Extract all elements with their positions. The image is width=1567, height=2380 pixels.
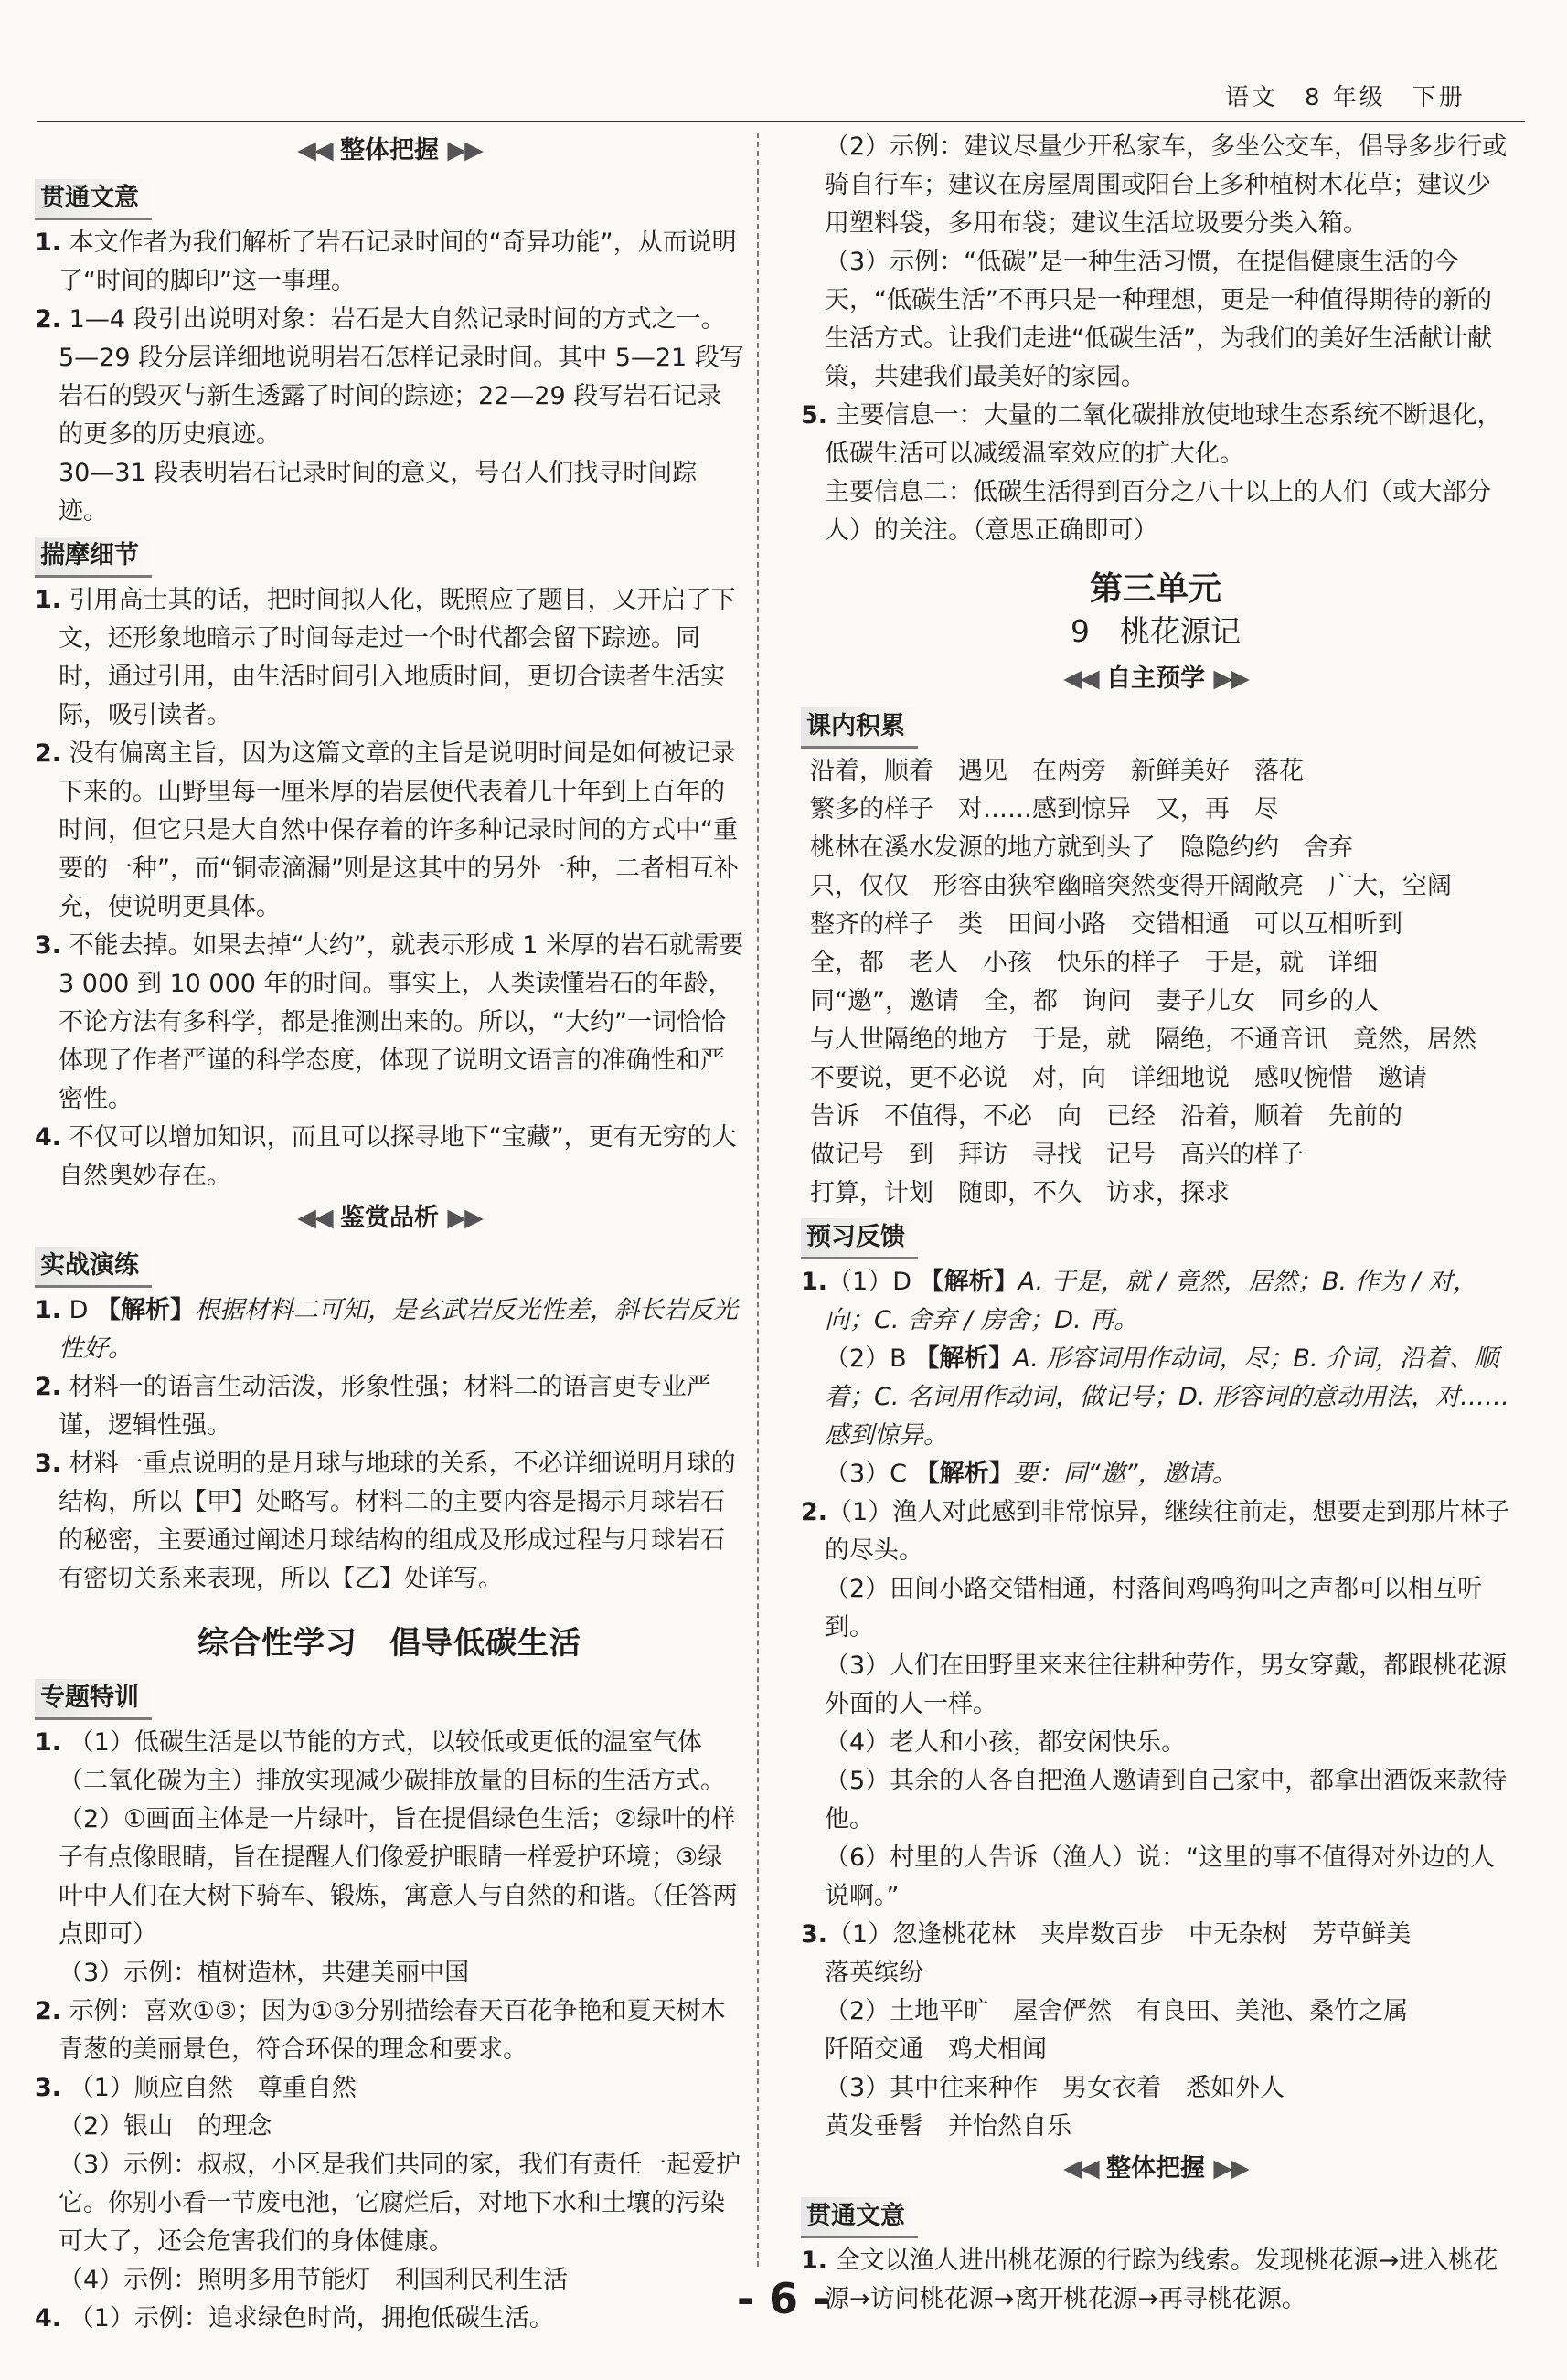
right-column [801, 128, 1510, 2319]
answer-item: 1. 引用高士其的话，把时间拟人化，既照应了题目，又开启了下文，还形象地暗示了时间每走过一个时代都会留下踪迹。同时，通过引用，由生活时间引入地质时间，更切合读者生活实际，吸引读者。 [35, 586, 736, 729]
answer-text: （3）人们在田野里来来往往耕种劳作，男女穿戴，都跟桃花源外面的人一样。 [825, 1652, 1508, 1718]
answer-item: 2. 材料一的语言生动活泼，形象性强；材料二的语言更专业严谨，逻辑性强。 [35, 1373, 711, 1440]
answer-item: 1. 本文作者为我们解析了岩石记录时间的“奇异功能”，从而说明了“时间的脚印”这一事理。 [35, 228, 737, 295]
vocab-line: 打算，计划 随即，不久 访求，探求 [810, 1179, 1230, 1207]
answer-text: （2）B 【解析】A. 形容词用作动词，尽；B. 介词，沿着、顺着；C. 名词用作动词，做记号；D. 形容词的意动用法，对……感到惊异。 [825, 1344, 1509, 1450]
answer-text: （3）C 【解析】要：同“邀”，邀请。 [825, 1460, 1237, 1488]
answer-item: 3. （1）顺应自然 尊重自然 [35, 2074, 357, 2102]
subsection-tag: 专题特训 [35, 1679, 152, 1720]
vocab-line: 做记号 到 拜访 寻找 记号 高兴的样子 [810, 1141, 1304, 1169]
answer-item: 4. （1）示例：追求绿色时尚，拥抱低碳生活。 [35, 2304, 554, 2332]
left-column [35, 128, 744, 2338]
header-rule [37, 121, 1525, 122]
section-band: ◀◀ 整体把握 ▶▶ [1063, 2154, 1248, 2183]
answer-text: （3）示例：植树造林，共建美丽中国 [59, 1959, 470, 1987]
answer-item: 2.（1）渔人对此感到非常惊异，继续往前走，想要走到那片林子的尽头。 [801, 1498, 1510, 1565]
section-band: ◀◀ 鉴赏品析 ▶▶ [297, 1204, 482, 1232]
answer-item: 3. 不能去掉。如果去掉“大约”，就表示形成 1 米厚的岩石就需要 3 000 到 10 000 年的时间。事实上，人类读懂岩石的年龄，不论方法有多科学，都是推测出来的。所以，“大约”一词恰恰体现了作者严谨的科学态度，体现了说明文语言的准确性和严密性。 [35, 931, 743, 1113]
vocab-line: 只，仅仅 形容由狭窄幽暗突然变得开阔敞亮 广大，空阔 [810, 872, 1452, 900]
lesson-title: 9 桃花源记 [1071, 613, 1241, 649]
section-band: ◀◀ 整体把握 ▶▶ [297, 136, 482, 165]
answer-text: （2）①画面主体是一片绿叶，旨在提倡绿色生活；②绿叶的样子有点像眼睛，旨在提醒人们像爱护眼睛一样爱护环境；③绿叶中人们在大树下骑车、锻炼，寓意人与自然的和谐。（任答两点即可） [59, 1805, 738, 1949]
subsection-tag: 揣摩细节 [35, 537, 152, 578]
subsection-tag: 贯通文意 [35, 179, 152, 220]
answer-item: 3.（1）忽逢桃花林 夹岸数百步 中无杂树 芳草鲜美 [801, 1920, 1412, 1949]
left-arrows-icon: ◀◀ [1063, 2154, 1098, 2183]
column-divider [757, 133, 759, 2267]
answer-item: 2. 1—4 段引出说明对象：岩石是大自然记录时间的方式之一。 [35, 305, 726, 334]
answer-text: （2）土地平旷 屋舍俨然 有良田、美池、桑竹之属 [825, 1997, 1409, 2025]
answer-text: （4）示例：照明多用节能灯 利国利民利生活 [59, 2266, 569, 2294]
right-arrows-icon: ▶▶ [447, 136, 482, 165]
section-band: ◀◀ 自主预学 ▶▶ [1063, 664, 1248, 693]
answer-text: 5—29 段分层详细地说明岩石怎样记录时间。其中 5—21 段写岩石的毁灭与新生透露了时间的踪迹；22—29 段写岩石记录的更多的历史痕迹。 [59, 344, 744, 449]
answer-text: （2）示例：建议尽量少开私家车，多坐公交车，倡导多步行或骑自行车；建议在房屋周围或阳台上多种植树木花草；建议少用塑料袋，多用布袋；建议生活垃圾要分类入箱。 [825, 133, 1508, 238]
unit-title: 第三单元 [1089, 570, 1221, 608]
vocab-line: 沿着，顺着 遇见 在两旁 新鲜美好 落花 [810, 757, 1304, 785]
vocab-line: 桃林在溪水发源的地方就到头了 隐隐约约 舍弃 [810, 834, 1353, 862]
answer-text: （4）老人和小孩，都安闲快乐。 [825, 1728, 1187, 1757]
answer-text: （5）其余的人各自把渔人邀请到自己家中，都拿出酒饭来款待他。 [825, 1767, 1508, 1833]
answer-text: 主要信息二：低碳生活得到百分之八十以上的人们（或大部分人）的关注。（意思正确即可） [825, 478, 1491, 545]
answer-text: （3）示例：“低碳”是一种生活习惯，在提倡健康生活的今天，“低碳生活”不再只是一种理想，更是一种值得期待的新的生活方式。让我们走进“低碳生活”，为我们的美好生活献计献策，共建我们最美好的家园。 [825, 248, 1492, 391]
vocab-line: 全，都 老人 小孩 快乐的样子 于是，就 详细 [810, 949, 1378, 977]
vocab-line: 繁多的样子 对……感到惊异 又，再 尽 [810, 795, 1279, 823]
answer-text: 落英缤纷 [825, 1959, 923, 1987]
section-title: 综合性学习 倡导低碳生活 [197, 1625, 581, 1662]
left-arrows-icon: ◀◀ [297, 136, 332, 165]
answer-item: 1. D 【解析】根据材料二可知，是玄武岩反光性差，斜长岩反光性好。 [35, 1296, 739, 1363]
vocab-line: 同“邀”，邀请 全，都 询问 妻子儿女 同乡的人 [810, 987, 1379, 1015]
answer-text: （3）示例：叔叔，小区是我们共同的家，我们有责任一起爱护它。你别小看一节废电池，它腐烂后，对地下水和土壤的污染可大了，还会危害我们的身体健康。 [59, 2151, 741, 2256]
page-number: - 6 - [736, 2274, 831, 2323]
answer-text: （2）田间小路交错相通，村落间鸡鸣狗叫之声都可以相互听到。 [825, 1575, 1483, 1642]
answer-text: 阡陌交通 鸡犬相闻 [825, 2035, 1047, 2064]
answer-text: （2）银山 的理念 [59, 2112, 272, 2141]
answer-text: （3）其中往来种作 男女衣着 悉如外人 [825, 2074, 1285, 2102]
vocab-list [801, 752, 1510, 1213]
answer-item: 1.（1）D 【解析】A. 于是，就 / 竟然，居然；B. 作为 / 对，向；C. 舍弃 / 房舍；D. 再。 [801, 1268, 1477, 1334]
left-arrows-icon: ◀◀ [1063, 664, 1098, 693]
subsection-tag: 预习反馈 [801, 1218, 918, 1259]
answer-item: 5. 主要信息一：大量的二氧化碳排放使地球生态系统不断退化，低碳生活可以减缓温室效应的扩大化。 [801, 401, 1502, 468]
answer-item: 3. 材料一重点说明的是月球与地球的关系，不必详细说明月球的结构，所以【甲】处略写。材料二的主要内容是揭示月球岩石的秘密，主要通过阐述月球结构的组成及形成过程与月球岩石有密切关系来表现，所以【乙】处详写。 [35, 1450, 736, 1593]
answer-item: 1. 全文以渔人进出桃花源的行踪为线索。发现桃花源→进入桃花源→访问桃花源→离开桃花源→再寻桃花源。 [801, 2247, 1498, 2313]
subsection-tag: 实战演练 [35, 1247, 152, 1288]
right-arrows-icon: ▶▶ [1213, 2154, 1248, 2183]
answer-text: 黄发垂髫 并怡然自乐 [825, 2112, 1071, 2141]
vocab-line: 整齐的样子 类 田间小路 交错相通 可以互相听到 [810, 910, 1402, 939]
answer-text: 30—31 段表明岩石记录时间的意义，号召人们找寻时间踪迹。 [59, 459, 698, 526]
vocab-line: 不要说，更不必说 对，向 详细地说 感叹惋惜 邀请 [810, 1064, 1427, 1092]
answer-item: 2. 没有偏离主旨，因为这篇文章的主旨是说明时间是如何被记录下来的。山野里每一厘米厚的岩层便代表着几十年到上百年的时间，但它只是大自然中保存着的许多种记录时间的方式中“重要的一种”，而“铜壶滴漏”则是这其中的另外一种，二者相互补充，使说明更具体。 [35, 739, 739, 921]
vocab-line: 与人世隔绝的地方 于是，就 隔绝，不通音讯 竟然，居然 [810, 1025, 1476, 1054]
answer-item: 1. （1）低碳生活是以节能的方式，以较低或更低的温室气体（二氧化碳为主）排放实现减少碳排放量的目标的生活方式。 [35, 1728, 725, 1795]
right-arrows-icon: ▶▶ [447, 1204, 482, 1232]
left-arrows-icon: ◀◀ [297, 1204, 332, 1232]
subsection-tag: 贯通文意 [801, 2197, 918, 2238]
subsection-tag: 课内积累 [801, 707, 918, 749]
page-header: 语文 8 年级 下册 [1225, 84, 1466, 112]
vocab-line: 告诉 不值得，不必 向 已经 沿着，顺着 先前的 [810, 1102, 1402, 1131]
right-arrows-icon: ▶▶ [1213, 664, 1248, 693]
answer-text: （6）村里的人告诉（渔人）说：“这里的事不值得对外边的人说啊。” [825, 1843, 1496, 1910]
answer-item: 4. 不仅可以增加知识，而且可以探寻地下“宝藏”，更有无穷的大自然奥妙存在。 [35, 1123, 737, 1190]
answer-item: 2. 示例：喜欢①③；因为①③分别描绘春天百花争艳和夏天树木青葱的美丽景色，符合环保的理念和要求。 [35, 1997, 726, 2064]
